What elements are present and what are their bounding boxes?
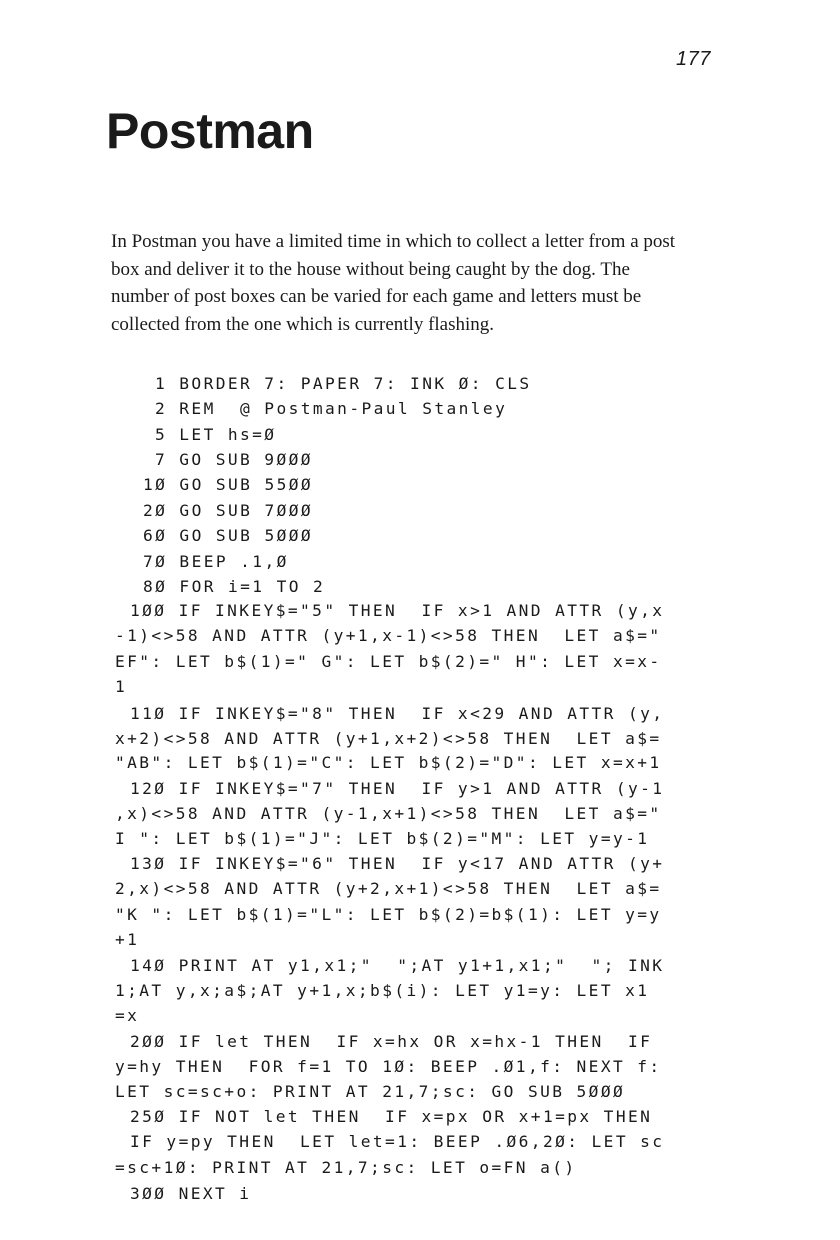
code-line: 1;AT y,x;a$;AT y+1,x;b$(i): LET y1=y: LET x1 (115, 981, 650, 1000)
code-line: ,x)<>58 AND ATTR (y-1,x+1)<>58 THEN LET a$=" (115, 804, 662, 823)
code-line: 3ØØ NEXT i (130, 1184, 252, 1203)
intro-line: number of post boxes can be varied for each game and letters must be (111, 286, 642, 307)
intro-line: collected from the one which is currently flashing. (111, 313, 495, 335)
code-line: =x (115, 1006, 140, 1025)
code-line: 7 GO SUB 9ØØØ (155, 450, 313, 469)
code-line: 6Ø GO SUB 5ØØØ (143, 526, 314, 545)
code-line: 2 REM @ Postman-Paul Stanley (155, 399, 508, 418)
code-line: =sc+1Ø: PRINT AT 21,7;sc: LET o=FN a() (115, 1158, 577, 1177)
code-line: -1)<>58 AND ATTR (y+1,x-1)<>58 THEN LET a$=" (115, 626, 662, 645)
code-line: 7Ø BEEP .1,Ø (143, 552, 289, 571)
page-title: Postman (106, 103, 314, 159)
code-line: EF": LET b$(1)=" G": LET b$(2)=" H": LET x=x- (115, 652, 662, 671)
code-line: 12Ø IF INKEY$="7" THEN IF y>1 AND ATTR (y-1 (130, 779, 665, 798)
code-line: 5 LET hs=Ø (155, 425, 277, 444)
code-line: 1 BORDER 7: PAPER 7: INK Ø: CLS (155, 374, 532, 393)
code-line: 1Ø GO SUB 55ØØ (143, 475, 314, 494)
code-line: 13Ø IF INKEY$="6" THEN IF y<17 AND ATTR (y+ (130, 854, 665, 873)
code-line: 2ØØ IF let THEN IF x=hx OR x=hx-1 THEN IF (130, 1032, 653, 1051)
code-line: y=hy THEN FOR f=1 TO 1Ø: BEEP .Ø1,f: NEXT f: (115, 1057, 662, 1076)
code-line: x+2)<>58 AND ATTR (y+1,x+2)<>58 THEN LET a$= (115, 729, 662, 748)
code-line: I ": LET b$(1)="J": LET b$(2)="M": LET y=y-1 (115, 829, 650, 848)
code-line: 2,x)<>58 AND ATTR (y+2,x+1)<>58 THEN LET a$= (115, 879, 662, 898)
code-line: LET sc=sc+o: PRINT AT 21,7;sc: GO SUB 5ØØØ (115, 1082, 626, 1101)
code-line: 1 (115, 677, 128, 696)
code-line: 14Ø PRINT AT y1,x1;" ";AT y1+1,x1;" "; INK (130, 956, 665, 975)
intro-line: In Postman you have a limited time in which to collect a letter from a post (111, 231, 676, 252)
page-number: 177 (676, 48, 711, 70)
code-line: 2Ø GO SUB 7ØØØ (143, 501, 314, 520)
code-line: IF y=py THEN LET let=1: BEEP .Ø6,2Ø: LET sc (130, 1132, 665, 1151)
intro-paragraph (111, 228, 751, 338)
code-line: 1ØØ IF INKEY$="5" THEN IF x>1 AND ATTR (y,x (130, 601, 665, 620)
code-line: 8Ø FOR i=1 TO 2 (143, 577, 326, 596)
code-line: 25Ø IF NOT let THEN IF x=px OR x+1=px THEN (130, 1107, 653, 1126)
code-line: 11Ø IF INKEY$="8" THEN IF x<29 AND ATTR (y, (130, 704, 665, 723)
code-line: "K ": LET b$(1)="L": LET b$(2)=b$(1): LET y=y (115, 905, 662, 924)
intro-line: box and deliver it to the house without being caught by the dog. The (111, 258, 630, 280)
code-line: "AB": LET b$(1)="C": LET b$(2)="D": LET x=x+1 (115, 753, 662, 772)
code-line: +1 (115, 930, 140, 949)
